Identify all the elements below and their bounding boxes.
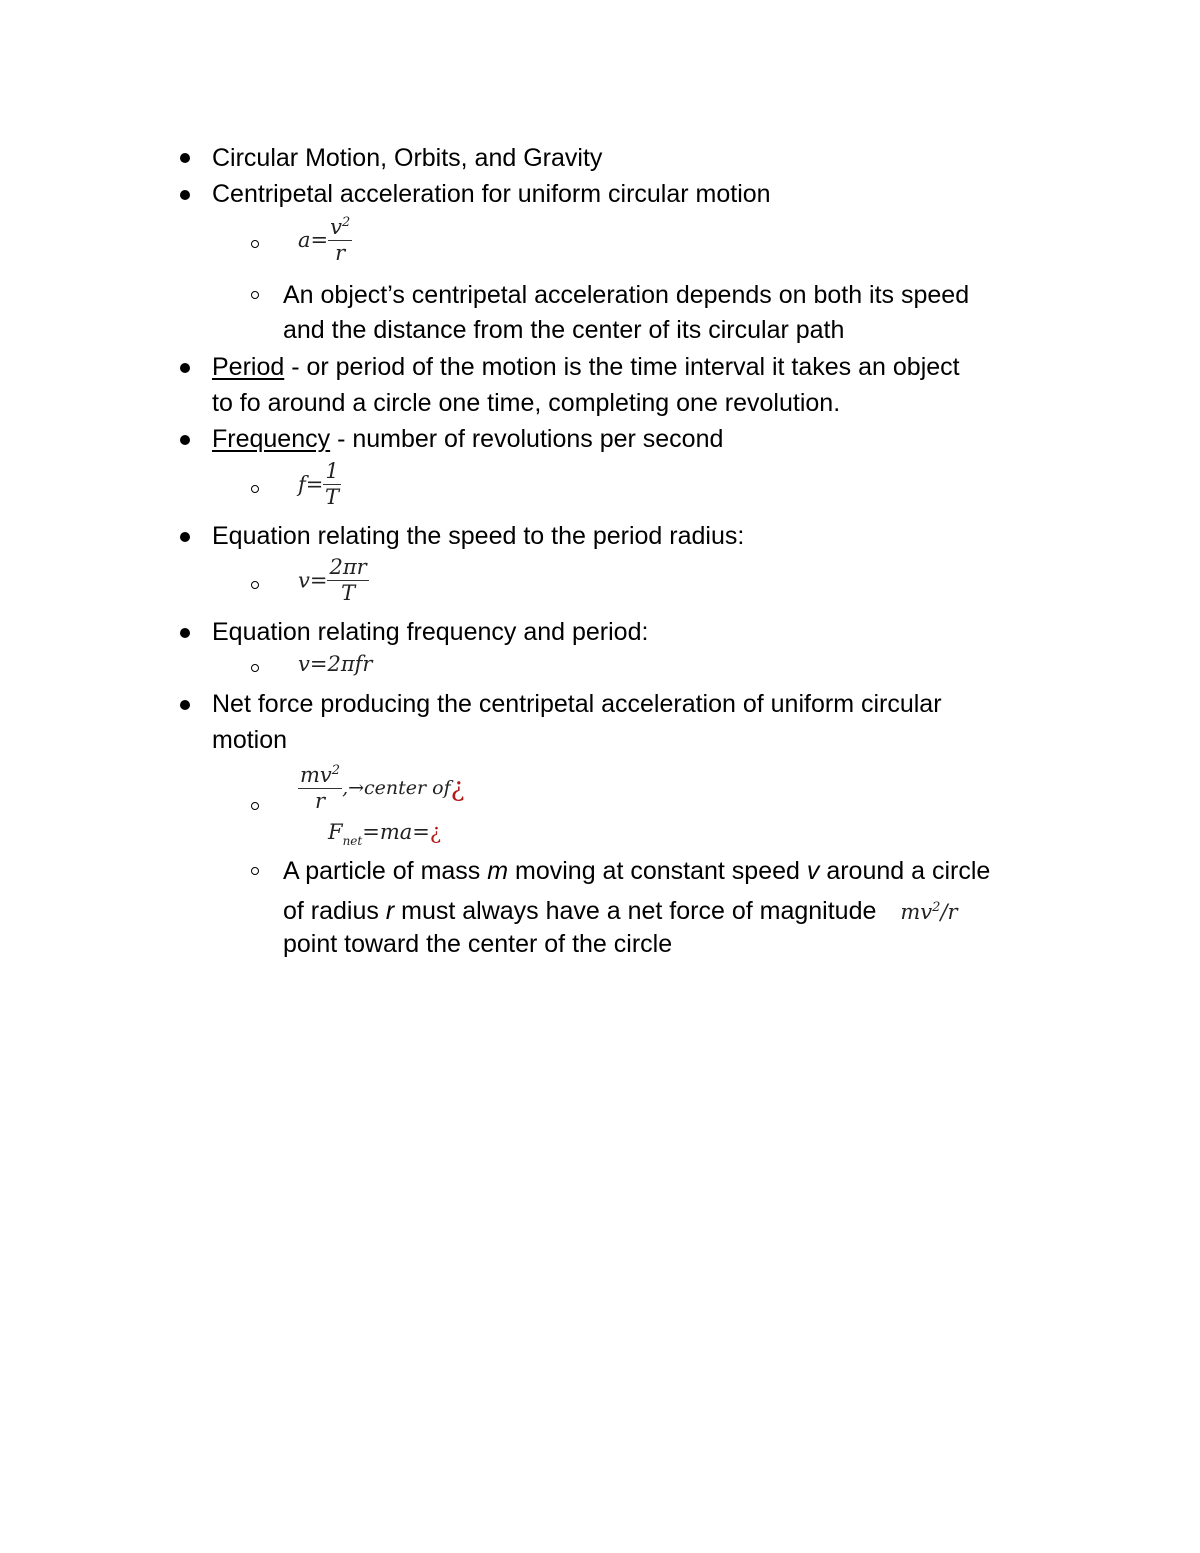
equation-centripetal-acceleration: a= $\frac{v^2}{r}$ — [298, 215, 351, 265]
sub-bullet-circle — [251, 867, 259, 875]
inverted-question-glyph: ¿ — [450, 773, 465, 803]
bullet-dot — [180, 363, 190, 373]
bullet-dot — [180, 628, 190, 638]
particle-statement-line1: A particle of mass m moving at constant speed v around a circle — [283, 857, 991, 885]
bullet-dot — [180, 153, 190, 163]
equation-speed-period: v= $\frac{2\pi r}{T}$ — [298, 555, 367, 605]
frequency-definition: Frequency - number of revolutions per second — [212, 425, 724, 453]
magnitude-expression: $mv^2/r$ — [900, 900, 958, 924]
net-force-heading-line2: motion — [212, 726, 288, 754]
centripetal-note-line1: An object’s centripetal acceleration depends on both its speed — [283, 281, 970, 309]
sub-bullet-circle — [251, 581, 259, 589]
speed-period-heading: Equation relating the speed to the period radius: — [212, 522, 745, 550]
bullet-dot — [180, 700, 190, 710]
period-term: Period — [212, 353, 285, 381]
sub-bullet-circle — [251, 664, 259, 672]
bullet-dot — [180, 532, 190, 542]
period-definition-line1: Period - or period of the motion is the time interval it takes an object — [212, 353, 960, 381]
sub-bullet-circle — [251, 485, 259, 493]
frequency-term: Frequency — [212, 425, 331, 453]
sub-bullet-circle — [251, 291, 259, 299]
equation-net-force: $F_{net}=ma=¿$ — [328, 820, 442, 848]
equation-net-force-direction: $\frac{mv^2}{r}$ ,→center of¿ — [300, 763, 465, 813]
net-force-heading-line1: Net force producing the centripetal acceleration of uniform circular — [212, 690, 942, 718]
inverted-question-glyph: ¿ — [429, 820, 442, 844]
centripetal-note-line2: and the distance from the center of its circular path — [283, 316, 845, 344]
bullet-dot — [180, 190, 190, 200]
bullet-dot — [180, 435, 190, 445]
frequency-period-heading: Equation relating frequency and period: — [212, 618, 649, 646]
centripetal-heading: Centripetal acceleration for uniform circular motion — [212, 180, 771, 208]
period-definition-line2: to fo around a circle one time, completing one revolution. — [212, 389, 841, 417]
heading-circular-motion: Circular Motion, Orbits, and Gravity — [212, 144, 603, 172]
particle-statement-line3: point toward the center of the circle — [283, 930, 673, 958]
particle-statement-line2: of radius r must always have a net force of magnitude $mv^2/r$ — [283, 897, 958, 925]
equation-frequency: f= $\frac{1}{T}$ — [298, 459, 340, 509]
equation-speed-frequency: v=2πfr — [298, 652, 373, 676]
sub-bullet-circle — [251, 802, 259, 810]
sub-bullet-circle — [251, 240, 259, 248]
